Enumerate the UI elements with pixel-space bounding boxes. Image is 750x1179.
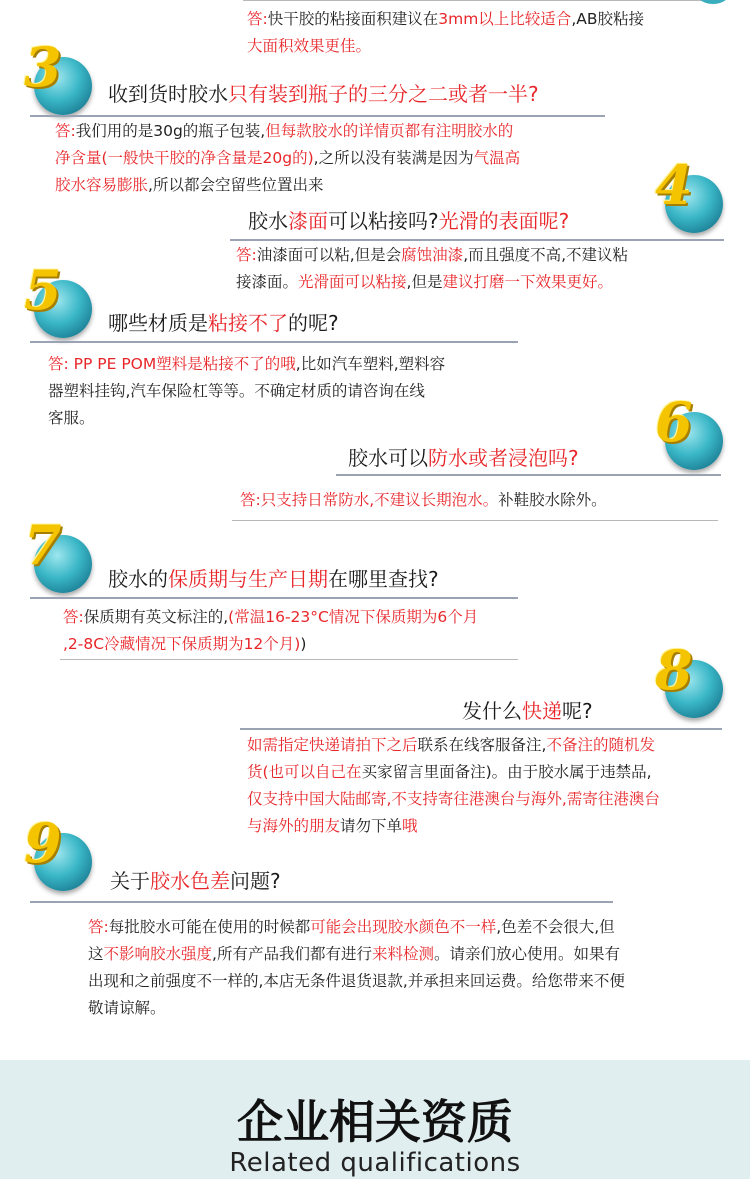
text-run: 胶水的	[108, 567, 168, 591]
answer-line	[236, 242, 716, 269]
text-run: 收到货时胶水	[108, 82, 228, 106]
text-run: ,所以都会空留些位置出来	[148, 176, 324, 194]
text-run: 胶水可以	[348, 446, 428, 470]
text-run: 补鞋胶水除外。	[498, 491, 607, 509]
text-run: 联系在线客服备注,	[417, 736, 547, 754]
text-run: 光滑面可以粘接	[298, 273, 407, 291]
text-run: 大面积效果更佳。	[247, 37, 372, 55]
text-run: 接漆面。	[236, 273, 299, 291]
answer-line	[247, 732, 737, 759]
badge-number: 3	[24, 35, 62, 99]
answer-line	[247, 786, 737, 813]
question-divider	[336, 474, 721, 476]
text-run: ,所有产品我们都有进行	[212, 945, 372, 963]
text-run: 。请亲们放心使用。如果有	[433, 945, 620, 963]
question-3	[108, 78, 539, 107]
question-8	[462, 695, 593, 724]
text-run: ,之所以没有装满是因为	[313, 149, 474, 167]
text-run: 漆面	[288, 209, 328, 233]
answer-line	[247, 33, 727, 60]
text-run: 答:	[63, 608, 84, 626]
question-7	[108, 563, 439, 592]
answer-9	[88, 914, 728, 1022]
text-run: 与海外的朋友	[247, 817, 341, 835]
text-run: 答:	[236, 246, 257, 264]
text-run: 只有装到瓶子的三分之二或者一半?	[228, 82, 539, 106]
question-divider	[240, 728, 722, 730]
badge-5-icon	[24, 258, 92, 338]
text-run: 的呢?	[288, 311, 339, 335]
text-run: 哪些材质是	[108, 311, 208, 335]
text-run: 在哪里查找?	[328, 567, 439, 591]
text-run: 但每款胶水的详情页都有注明胶水的	[265, 122, 514, 140]
text-run: 答:	[247, 10, 268, 28]
badge-number: 5	[24, 258, 62, 322]
text-run: 呢?	[562, 699, 593, 723]
badge-9-icon	[24, 811, 92, 891]
text-run: 不备注的随机发	[546, 736, 655, 754]
text-run: 快递	[522, 699, 562, 723]
text-run: 快干胶的粘接面积建议在	[267, 10, 439, 28]
text-run: (常温16-23°C情况下保质期为6个月	[228, 608, 479, 626]
answer-line	[247, 813, 737, 840]
text-run: 气温高	[473, 149, 521, 167]
text-run: 哦	[402, 817, 418, 835]
text-run: ,2-8C冷藏情况下保质期为12个月)	[63, 635, 301, 653]
answer-divider	[60, 659, 518, 660]
answer-line	[240, 487, 720, 514]
text-run: 货(也可以自己在	[247, 763, 362, 781]
text-run: 买家留言里面备注)。由于胶水属于违禁品,	[361, 763, 652, 781]
badge-6-icon	[655, 390, 723, 470]
badge-7-icon	[24, 513, 92, 593]
text-run: ,色差不会很大,但	[496, 918, 615, 936]
answer-4	[236, 242, 716, 296]
answer-line	[55, 118, 615, 145]
question-divider	[30, 901, 613, 903]
answer-line	[247, 759, 737, 786]
answer-line	[63, 604, 533, 631]
answer-5	[48, 351, 528, 432]
question-divider	[230, 239, 724, 241]
text-run: ,而且强度不高,不建议粘	[463, 246, 629, 264]
text-run: 这	[88, 945, 104, 963]
question-divider	[30, 597, 518, 599]
text-run: 客服。	[48, 409, 95, 427]
text-run: 粘接不了	[208, 311, 288, 335]
question-4	[248, 205, 569, 234]
text-run: 答:只支持日常防水,不建议长期泡水。	[240, 491, 499, 509]
question-5	[108, 307, 339, 336]
answer-line	[55, 172, 615, 199]
answer-divider	[232, 520, 718, 521]
badge-number: 9	[24, 811, 62, 875]
text-run: 防水或者浸泡吗?	[428, 446, 579, 470]
badge-number: 4	[655, 153, 693, 217]
text-run: )	[300, 635, 307, 653]
text-run: 胶水色差	[150, 869, 230, 893]
badge-8-icon	[655, 638, 723, 718]
text-run: 保质期有英文标注的,	[83, 608, 229, 626]
badge-4-icon	[655, 153, 723, 233]
text-run: 关于	[110, 869, 150, 893]
answer-line	[247, 6, 727, 33]
badge-number: 7	[24, 513, 62, 577]
section-title: 企业相关资质	[237, 1095, 513, 1149]
text-run: 保质期与生产日期	[168, 567, 328, 591]
answer-6	[240, 487, 720, 514]
text-run: 建议打磨一下效果更好。	[442, 273, 613, 291]
question-divider	[30, 115, 605, 117]
badge-number: 8	[655, 638, 693, 702]
text-run: 油漆面可以粘,但是会	[256, 246, 402, 264]
answer-2	[247, 6, 727, 60]
text-run: 光滑的表面呢?	[438, 209, 570, 233]
answer-line	[63, 631, 533, 658]
badge-3-icon	[24, 35, 92, 115]
answer-line	[236, 269, 716, 296]
answer-line	[55, 145, 615, 172]
answer-7	[63, 604, 533, 658]
text-run: 问题?	[230, 869, 281, 893]
section-subtitle: Related qualifications	[229, 1148, 521, 1178]
text-run: ,AB胶粘接	[571, 10, 644, 28]
answer-line	[48, 378, 528, 405]
text-run: 答:	[88, 918, 109, 936]
answer-line	[88, 995, 728, 1022]
text-run: 每批胶水可能在使用的时候都	[108, 918, 311, 936]
text-run: 胶水容易膨胀	[55, 176, 149, 194]
question-divider	[30, 341, 518, 343]
answer-8	[247, 732, 737, 840]
text-run: 器塑料挂钩,汽车保险杠等等。不确定材质的请咨询在线	[48, 382, 425, 400]
text-run: 答:	[55, 122, 76, 140]
text-run: 不影响胶水强度	[103, 945, 213, 963]
text-run: 敬请谅解。	[88, 999, 166, 1017]
text-run: 答: PP PE POM塑料是粘接不了的哦	[48, 355, 296, 373]
text-run: ,比如汽车塑料,塑料容	[295, 355, 446, 373]
answer-line	[48, 351, 528, 378]
answer-line	[88, 941, 728, 968]
text-run: 3mm以上比较适合	[438, 10, 572, 28]
question-6	[348, 442, 579, 471]
text-run: 来料检测	[371, 945, 434, 963]
text-run: ,但是	[406, 273, 443, 291]
text-run: 如需指定快递请拍下之后	[247, 736, 418, 754]
answer-line	[88, 968, 728, 995]
text-run: 请勿下单	[340, 817, 403, 835]
text-run: 腐蚀油漆	[401, 246, 464, 264]
question-9	[110, 865, 281, 894]
text-run: 发什么	[462, 699, 522, 723]
text-run: 出现和之前强度不一样的,本店无条件退货退款,并承担来回运费。给您带来不便	[88, 972, 625, 990]
text-run: 我们用的是30g的瓶子包装,	[75, 122, 266, 140]
answer-divider-top	[243, 0, 723, 1]
answer-3	[55, 118, 615, 199]
text-run: 仅支持中国大陆邮寄,不支持寄往港澳台与海外,需寄往港澳台	[247, 790, 660, 808]
text-run: 可以粘接吗?	[328, 209, 439, 233]
badge-number: 6	[655, 390, 693, 454]
answer-line	[48, 405, 528, 432]
text-run: 胶水	[248, 209, 288, 233]
answer-line	[88, 914, 728, 941]
text-run: 可能会出现胶水颜色不一样	[310, 918, 497, 936]
text-run: 净含量(一般快干胶的净含量是20g的)	[55, 149, 314, 167]
